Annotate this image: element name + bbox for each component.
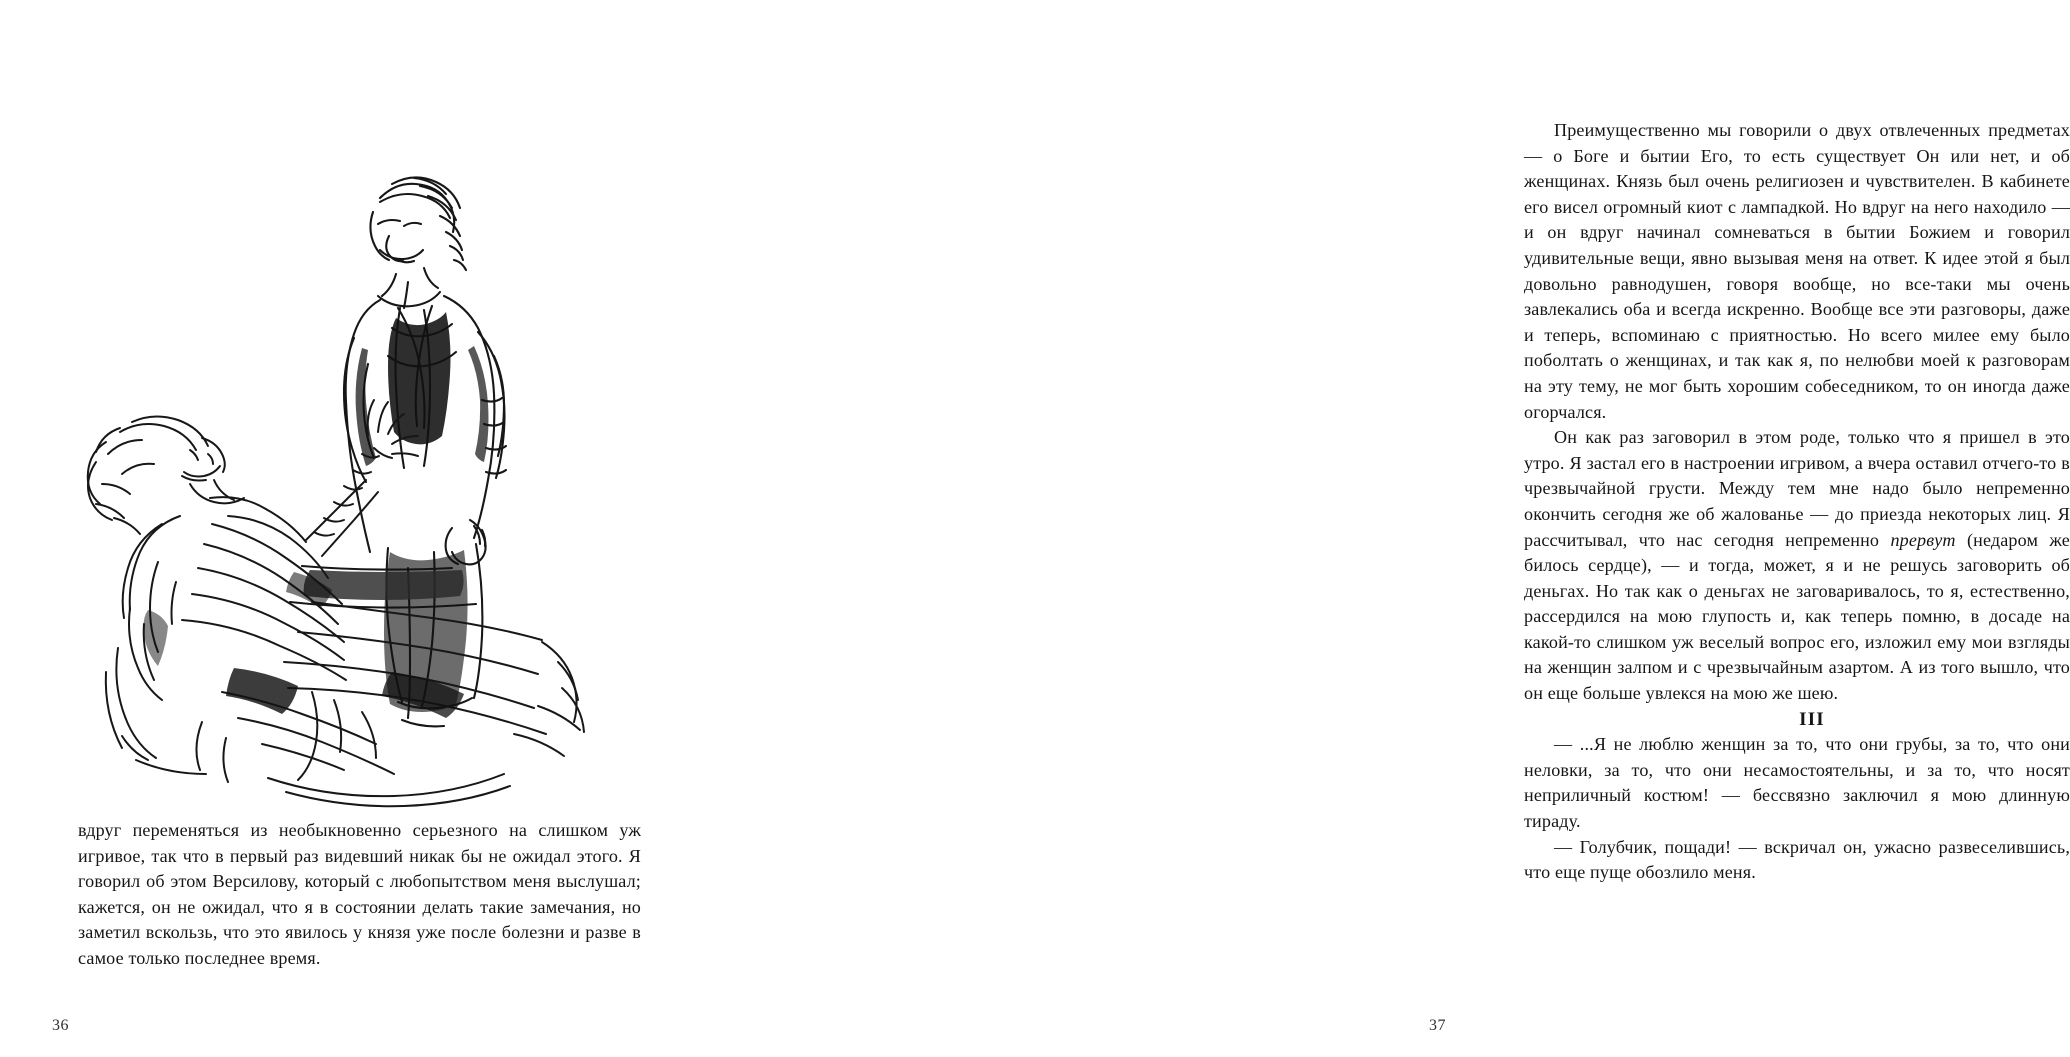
paragraph-part: (недаром же билось сердце), — и тогда, может, я и не решусь заговорить об деньгах. Но так как о деньгах не заговаривалось, то я, естественно, рассердился на мою глупость и, как теперь помню, в досаде на какой-то слишком уж веселый вопрос его, изложил ему мои взгляды на женщин залпом и с чрезвычайным азартом. А из того вышло, что он еще больше увлекся на мою же шею. [1524,529,2070,704]
folio-left: 36 [52,1017,69,1034]
folio-right: 37 [1429,1017,1446,1034]
right-page [749,0,2070,1057]
paragraph-part: Он как раз заговорил в этом роде, только что я пришел в это утро. Я застал его в настроении игривом, а вчера оставил отчего-то в чрезвычайной грусти. Между тем мне надо было непременно окончить сегодня же об жалованье — до приезда некоторых лиц. Я рассчитывал, что нас сегодня непременно [1524,427,2070,550]
section-heading: III [1799,708,1825,730]
left-page-text [78,818,641,972]
paragraph: вдруг переменяться из необыкновенно серьезного на слишком уж игривое, так что в первый раз видевший никак бы не ожидал этого. Я говорил об этом Версилову, который с любопытством меня выслушал; кажется, он не ожидал, что я в состоянии делать такие замечания, но заметил вскользь, что это явилось у князя уже после болезни и разве в самое только последнее время. [78,820,641,968]
dialogue-line: — ...Я не люблю женщин за то, что они грубы, за то, что они неловки, за то, что они несамостоятельны, и за то, что носят неприличный костюм! — бессвязно заключил я мою длинную тираду. [1524,734,2070,832]
emphasis-word: прервут [1890,529,1956,550]
paragraph: Преимущественно мы говорили о двух отвлеченных предметах — о Боге и бытии Его, то есть существует Он или нет, и об женщинах. Князь был очень религиозен и чувствителен. В кабинете его висел огромный киот с лампадкой. Но вдруг на него находило — и он вдруг начинал сомневаться в бытии Божием и говорил удивительные вещи, явно вызывая меня на ответ. К идее этой я был довольно равнодушен, говоря вообще, но все-таки мы очень завлекались оба и всегда искренно. Вообще все эти разговоры, даже и теперь, вспоминаю с приятностью. Но всего милее ему было поболтать о женщинах, и так как я, по нелюбви моей к разговорам на эту тему, не мог быть хорошим собеседником, то он иногда даже огорчался. [1524,120,2070,422]
right-page-text [1524,118,2070,886]
dialogue-line: — Голубчик, пощади! — вскричал он, ужасно развеселившись, что еще пуще обозлило меня. [1524,836,2070,883]
pencil-sketch-illustration [62,132,662,804]
paragraph-with-italic [1524,425,2070,707]
left-page [0,0,749,1057]
